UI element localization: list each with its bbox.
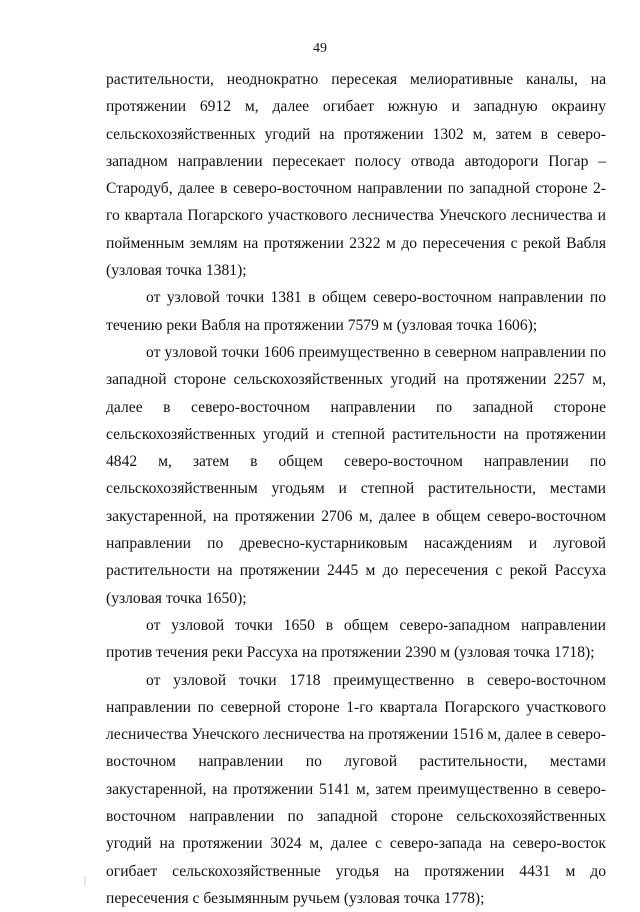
paragraph-continuation: растительности, неоднократно пересекая мелиоративные каналы, на протяжении 6912 м, далее огибает южную и западную окраину сельскохозяйственных угодий на протяжении 1302 м, затем в северо-западном направлении пересекает полосу отвода автодороги Погар – Стародуб, далее в северо-восточном направлении по западной стороне 2-го квартала Погарского участкового лесничества Унечского лесничества и пойменным землям на протяжении 2322 м до пересечения с рекой Вабля (узловая точка 1381); [106, 71, 606, 280]
paragraph-segment-1650-1718: от узловой точки 1650 в общем северо-западном направлении против течения реки Рассуха на протяжении 2390 м (узловая точка 1718); [106, 616, 606, 662]
paragraph-segment-1606-1650: от узловой точки 1606 преимущественно в северном направлении по западной стороне сельскохозяйственных угодий на протяжении 2257 м, далее в северо-восточном направлении по западной стороне сельскохозяйственных угодий и степной растительности на протяжении 4842 м, затем в общем северо-восточном направлении по сельскохозяйственным угодьям и степной растительности, местами закустаренной, на протяжении 2706 м, далее в общем северо-восточном направлении по древесно-кустарниковым насаждениям и луговой растительности на протяжении 2445 м до пересечения с рекой Рассуха (узловая точка 1650); [106, 343, 606, 607]
scan-artifact [84, 876, 86, 886]
page-number: 49 [313, 41, 327, 56]
document-body [106, 66, 606, 912]
paragraph-segment-1718-1778: от узловой точки 1718 преимущественно в северо-восточном направлении по северной стороне 1-го квартала Погарского участкового лесничества Унечского лесничества на протяжении 1516 м, далее в северо-восточном направлении по луговой растительности, местами закустаренной, на протяжении 5141 м, затем преимущественно в северо-восточном направлении по западной стороне сельскохозяйственных угодий на протяжении 3024 м, далее с северо-запада на северо-восток огибает сельскохозяйственные угодья на протяжении 4431 м до пересечения с безымянным ручьем (узловая точка 1778); [106, 671, 606, 907]
paragraph-segment-1381-1606: от узловой точки 1381 в общем северо-восточном направлении по течению реки Вабля на протяжении 7579 м (узловая точка 1606); [106, 289, 606, 334]
